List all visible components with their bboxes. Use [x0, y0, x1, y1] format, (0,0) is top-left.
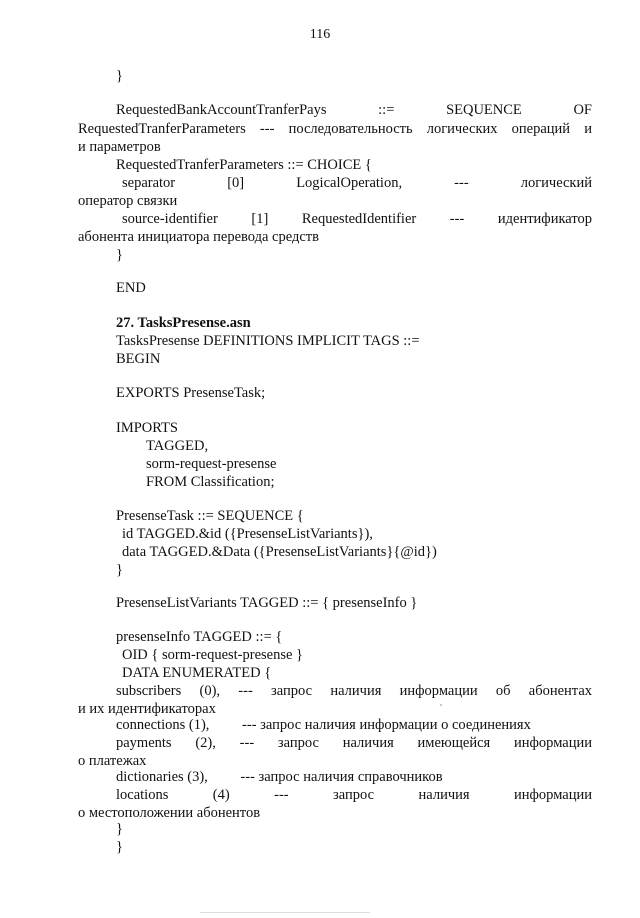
- code-line: TAGGED,: [146, 438, 209, 454]
- code-line: }: [116, 247, 123, 263]
- code-line: }: [116, 68, 123, 84]
- code-line: IMPORTS: [116, 420, 178, 436]
- code-line: connections (1), --- запрос наличия информации о соединениях: [116, 717, 531, 733]
- code-line: TasksPresense DEFINITIONS IMPLICIT TAGS ::=: [116, 333, 420, 349]
- code-line: payments (2), --- запрос наличия имеющейся информации: [116, 735, 592, 751]
- code-line: абонента инициатора перевода средств: [78, 229, 319, 245]
- code-line: DATA ENUMERATED {: [122, 665, 272, 681]
- code-line: source-identifier [1] RequestedIdentifier --- идентификатор: [122, 211, 592, 227]
- section-heading: 27. TasksPresense.asn: [116, 315, 251, 331]
- code-line: presenseInfo TAGGED ::= {: [116, 629, 283, 645]
- code-line: id TAGGED.&id ({PresenseListVariants}),: [122, 526, 373, 542]
- code-line: EXPORTS PresenseTask;: [116, 385, 266, 401]
- code-line: о платежах: [78, 753, 147, 769]
- code-line: sorm-request-presense: [146, 456, 277, 472]
- code-line: }: [116, 821, 123, 837]
- code-line: и их идентификаторах: [78, 701, 216, 717]
- code-line: subscribers (0), --- запрос наличия информации об абонентах: [116, 683, 592, 699]
- page-number: 116: [309, 27, 331, 42]
- code-line: }: [116, 839, 123, 855]
- code-line: PresenseListVariants TAGGED ::= { presenseInfo }: [116, 595, 418, 611]
- code-line: RequestedBankAccountTranferPays ::= SEQUENCE OF: [116, 102, 592, 118]
- code-line: FROM Classification;: [146, 474, 275, 490]
- code-line: END: [116, 280, 146, 296]
- code-line: OID { sorm-request-presense }: [122, 647, 304, 663]
- code-line: о местоположении абонентов: [78, 805, 261, 821]
- code-line: }: [116, 562, 123, 578]
- code-line: separator [0] LogicalOperation, --- логический: [122, 175, 592, 191]
- code-line: BEGIN: [116, 351, 161, 367]
- code-line: оператор связки: [78, 193, 178, 209]
- scan-speck: [440, 704, 442, 706]
- scan-edge-line: [200, 912, 370, 913]
- code-line: RequestedTranferParameters ::= CHOICE {: [116, 157, 372, 173]
- code-line: locations (4) --- запрос наличия информации: [116, 787, 592, 803]
- code-line: и параметров: [78, 139, 161, 155]
- code-line: PresenseTask ::= SEQUENCE {: [116, 508, 304, 524]
- code-line: RequestedTranferParameters --- последовательность логических операций и: [78, 121, 592, 137]
- code-line: data TAGGED.&Data ({PresenseListVariants}{@id}): [122, 544, 437, 560]
- code-line: dictionaries (3), --- запрос наличия справочников: [116, 769, 443, 785]
